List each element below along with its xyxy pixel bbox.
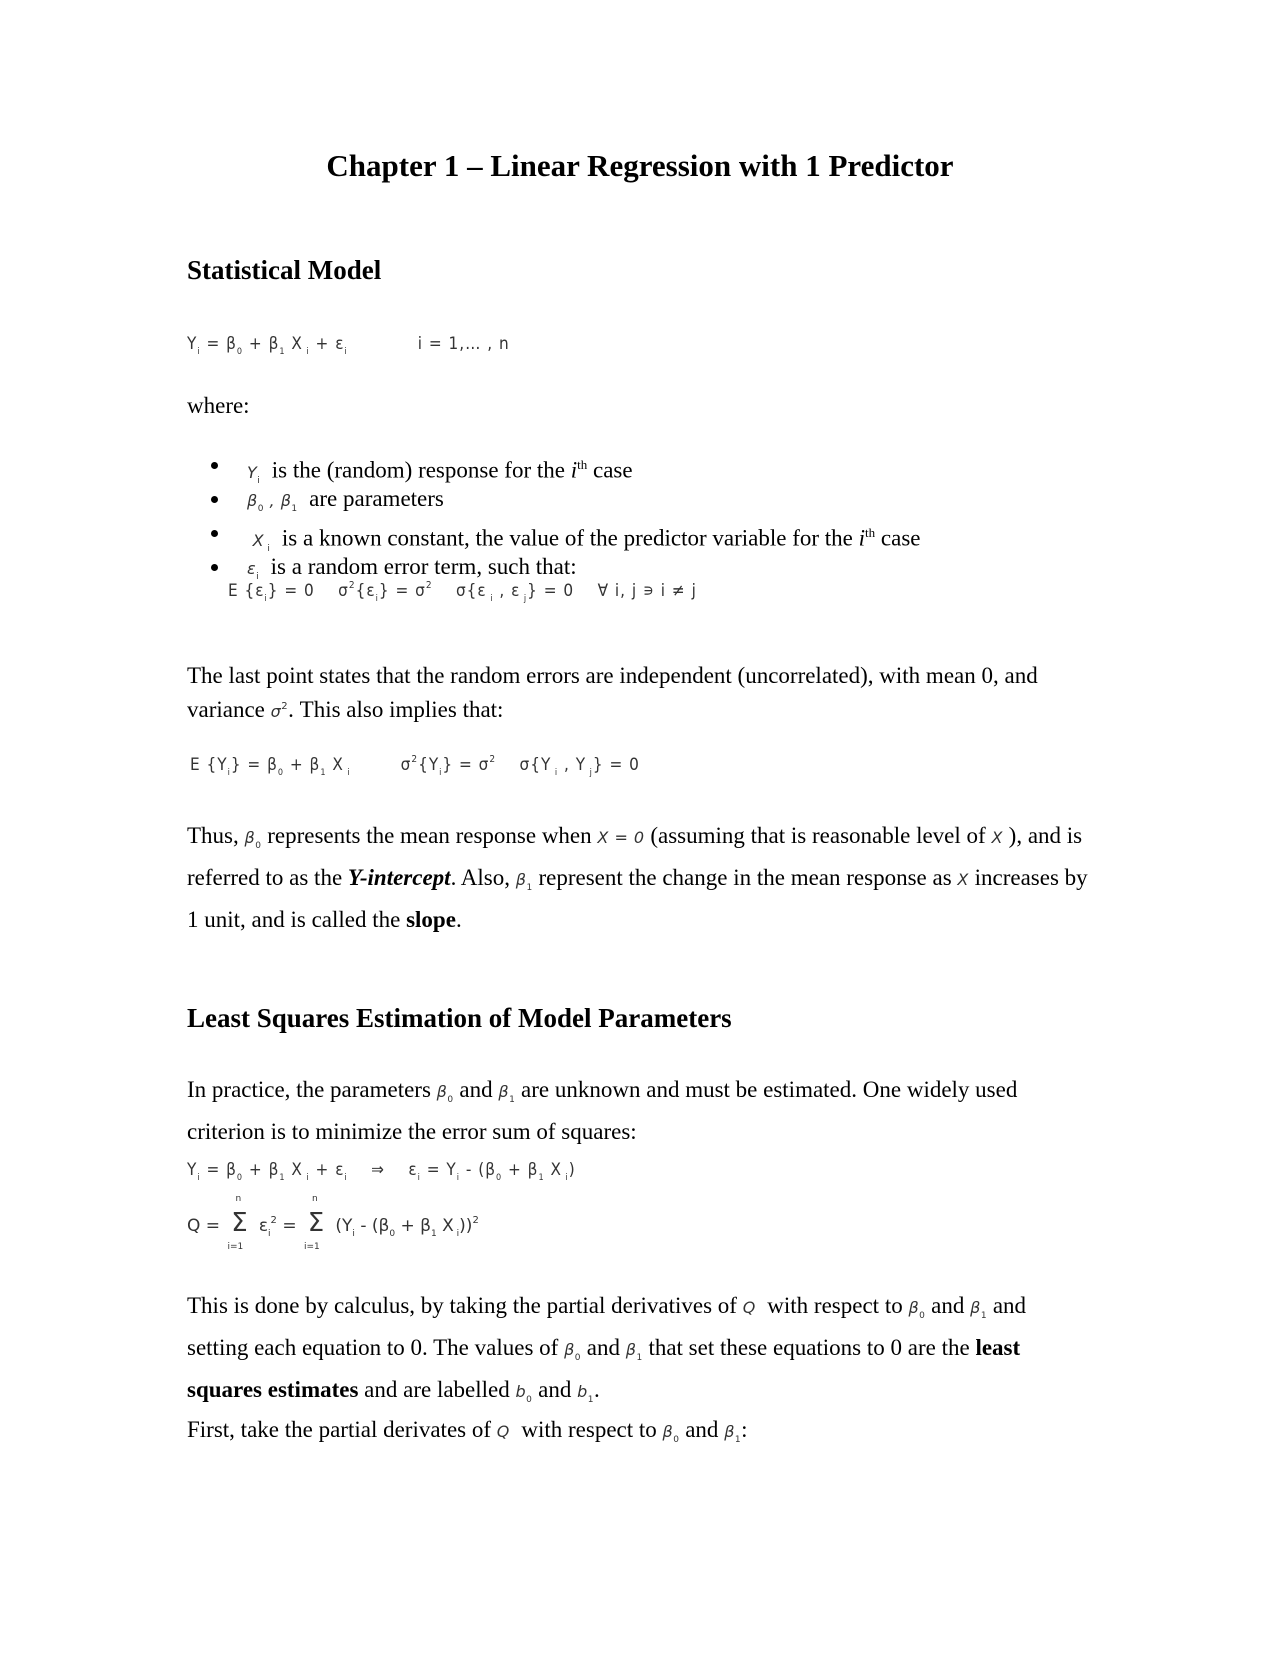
where-label: where: xyxy=(187,393,250,418)
section-heading-statistical-model: Statistical Model xyxy=(187,255,382,285)
list-item: $\varepsilon_i$ is a random error term, such that: xyxy=(187,550,1087,584)
list-item: $Y_i$ is the (random) response for the $i^{th}$ case xyxy=(187,448,1087,482)
sum-of-squares-equation: Q = Σ n i=1 $\varepsilon_i^2 = \Sigma$ n i=1 ($Y_i - (\beta_0 + \beta_1$ X $_i$))$^2$ xyxy=(187,1194,479,1252)
paragraph-intercept-slope: Thus, $\beta_0$ represents the mean response when X = 0 (assuming that is reasonable level of X ), and is referred to as the Y-intercept. Also, $\beta_1$ represent the change in the mean response as X increases by 1 unit, and is called the slope. xyxy=(187,823,1088,932)
paragraph-errors: The last point states that the random errors are independent (uncorrelated), with mean 0, and variance $\sigma^2$. This also implies that: xyxy=(187,663,1038,722)
paragraph-calculus: This is done by calculus, by taking the partial derivatives of Q with respect to $\beta_0$ and $\beta_1$ and setting each equation to 0. The values of $\beta_0$ and $\beta_1$ that set these equations to 0 are the least squares estimates and are labelled $b_0$ and $b_1$. xyxy=(187,1293,1027,1405)
section-heading-least-squares: Least Squares Estimation of Model Parameters xyxy=(187,1003,732,1033)
paragraph-partial-derivatives: First, take the partial derivates of Q with respect to $\beta_0$ and $\beta_1$: xyxy=(187,1417,748,1445)
paragraph-estimation-intro: In practice, the parameters $\beta_0$ and $\beta_1$ are unknown and must be estimated. One widely used criterion is to minimize the error sum of squares: xyxy=(187,1077,1018,1144)
error-assumptions-equation: E $\{\varepsilon_i\} = 0$ $\sigma^2\{\varepsilon_i\} = \sigma^2$ σ{ε $_i$ , ε $_j$} = 0 ∀ i, j ∍ i ≠ j xyxy=(228,580,697,604)
page-title: Chapter 1 – Linear Regression with 1 Predictor xyxy=(326,148,954,183)
implication-equation: E $\{Y_i\} = \beta_0 + \beta_1$ X $_i$ $\sigma^2\{Y_i\} = \sigma^2$ σ{Y $_i$ , Y $_j$} = 0 xyxy=(190,754,640,778)
model-equation: $Y_i = \beta_0 + \beta_1$ X $_i + \varepsilon_i$ i = 1,… , n xyxy=(187,334,510,357)
definition-list xyxy=(187,448,1087,584)
list-item: $\beta_0$ , $\beta_1$ are parameters xyxy=(187,482,1087,516)
list-item: X $_i$ is a known constant, the value of the predictor variable for the $i^{th}$ case xyxy=(187,516,1087,550)
error-rearrangement-equation: $Y_i = \beta_0 + \beta_1$ X $_i + \varepsilon_i$ ⇒ $\varepsilon_i = Y_i - (\beta_0 + \beta_1$ X $_i$) xyxy=(187,1160,576,1183)
index-range: i = 1,… , n xyxy=(417,334,510,354)
